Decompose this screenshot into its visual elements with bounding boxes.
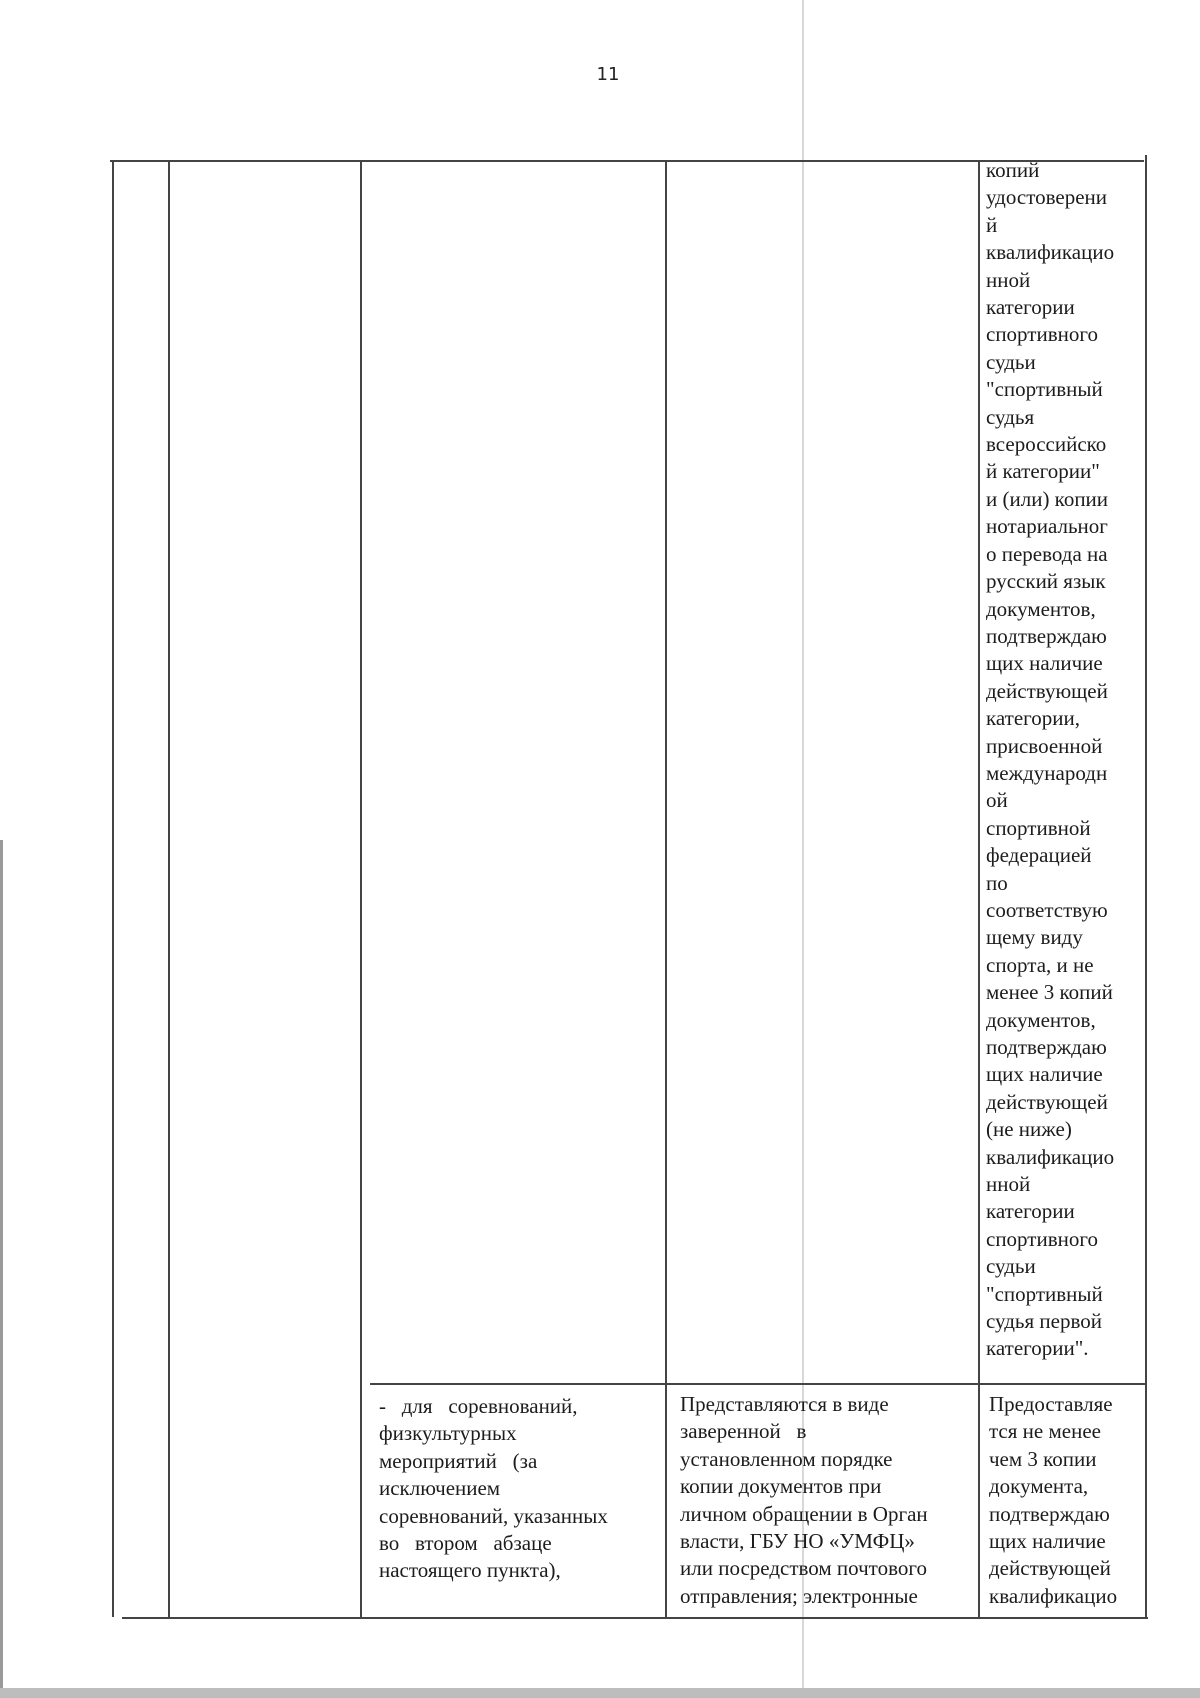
text-line: ой	[986, 788, 1008, 813]
text-line: действующей	[986, 1089, 1108, 1114]
text-line: соответствую	[986, 897, 1108, 922]
text-line: всероссийско	[986, 432, 1107, 457]
text-line: менее 3 копий	[986, 980, 1113, 1005]
table-left-border	[112, 160, 114, 1617]
text-line: категории	[986, 1199, 1075, 1224]
col-divider-1	[168, 160, 170, 1617]
text-line: заверенной в	[680, 1419, 807, 1444]
text-line: физкультурных	[379, 1421, 517, 1446]
text-line: удостоверени	[986, 185, 1108, 210]
text-line: копии документов при	[680, 1474, 882, 1499]
text-line: международн	[986, 760, 1108, 785]
text-line: й категории"	[986, 459, 1100, 484]
table-right-border	[1145, 155, 1147, 1617]
text-line: тся не менее	[989, 1419, 1101, 1444]
text-line: отправления; электронные	[680, 1583, 918, 1608]
text-line: щему виду	[986, 925, 1083, 950]
text-line: подтверждаю	[986, 623, 1107, 648]
text-line: спорта, и не	[986, 952, 1094, 977]
text-line: нотариальног	[986, 514, 1108, 539]
text-line: (не ниже)	[986, 1117, 1072, 1142]
text-line: действующей	[986, 678, 1108, 703]
page-number: 11	[596, 64, 620, 85]
text-line: нной	[986, 1172, 1031, 1197]
text-line: щих наличие	[986, 651, 1103, 676]
cell-col5-bottom	[989, 1391, 1139, 1610]
text-line: подтверждаю	[986, 1035, 1107, 1059]
text-line: - для соревнований,	[379, 1394, 578, 1418]
text-line: по	[986, 870, 1008, 895]
text-line: квалификацио	[986, 1144, 1115, 1169]
table-bottom-border	[122, 1617, 1148, 1619]
cell-col4-bottom	[680, 1391, 972, 1610]
col-divider-3	[665, 160, 667, 1617]
col-divider-2	[360, 160, 362, 1617]
text-line: судьи	[986, 1254, 1036, 1279]
cell-col3-bottom	[379, 1393, 661, 1585]
text-line: во втором абзаце	[379, 1531, 552, 1556]
text-line: подтверждаю	[989, 1501, 1110, 1526]
text-line: исключением	[379, 1476, 501, 1501]
text-line: русский язык	[986, 569, 1106, 594]
text-line: щих наличие	[986, 1062, 1103, 1087]
text-line: судья	[986, 404, 1035, 429]
cell-col5-top	[986, 157, 1144, 1363]
text-line: категории".	[986, 1336, 1089, 1361]
text-line: квалификацио	[986, 240, 1115, 265]
text-line: документа,	[989, 1474, 1089, 1499]
text-line: документов,	[986, 596, 1096, 621]
text-line: квалификацио	[989, 1583, 1118, 1608]
text-line: о перевода на	[986, 541, 1108, 566]
text-line: судьи	[986, 349, 1036, 374]
text-line: личном обращении в Орган	[680, 1501, 928, 1526]
text-line: установленном порядке	[680, 1446, 893, 1471]
text-line: й	[986, 212, 998, 237]
text-line: присвоенной	[986, 733, 1103, 758]
text-line: спортивного	[986, 322, 1098, 347]
text-line: спортивного	[986, 1226, 1098, 1251]
text-line: "спортивный	[986, 377, 1103, 402]
text-line: спортивной	[986, 815, 1091, 840]
text-line: власти, ГБУ НО «УМФЦ»	[680, 1529, 915, 1554]
text-line: настоящего пункта),	[379, 1558, 561, 1583]
text-line: "спортивный	[986, 1281, 1103, 1306]
text-line: федерацией	[986, 843, 1092, 868]
row-divider	[370, 1383, 1146, 1385]
text-line: Представляются в виде	[680, 1392, 889, 1416]
text-line: нной	[986, 267, 1031, 292]
text-line: щих наличие	[989, 1529, 1106, 1554]
text-line: судья первой	[986, 1309, 1102, 1334]
text-line: действующей	[989, 1556, 1111, 1581]
text-line: чем 3 копии	[989, 1446, 1097, 1471]
text-line: категории	[986, 295, 1075, 320]
text-line: или посредством почтового	[680, 1556, 927, 1581]
text-line: документов,	[986, 1007, 1096, 1032]
text-line: соревнований, указанных	[379, 1503, 608, 1528]
col-divider-4	[978, 160, 980, 1617]
text-line: категории,	[986, 706, 1080, 731]
text-line: мероприятий (за	[379, 1448, 538, 1473]
text-line: Предоставляе	[989, 1392, 1113, 1416]
text-line: копий	[986, 158, 1040, 182]
text-line: и (или) копии	[986, 486, 1109, 511]
